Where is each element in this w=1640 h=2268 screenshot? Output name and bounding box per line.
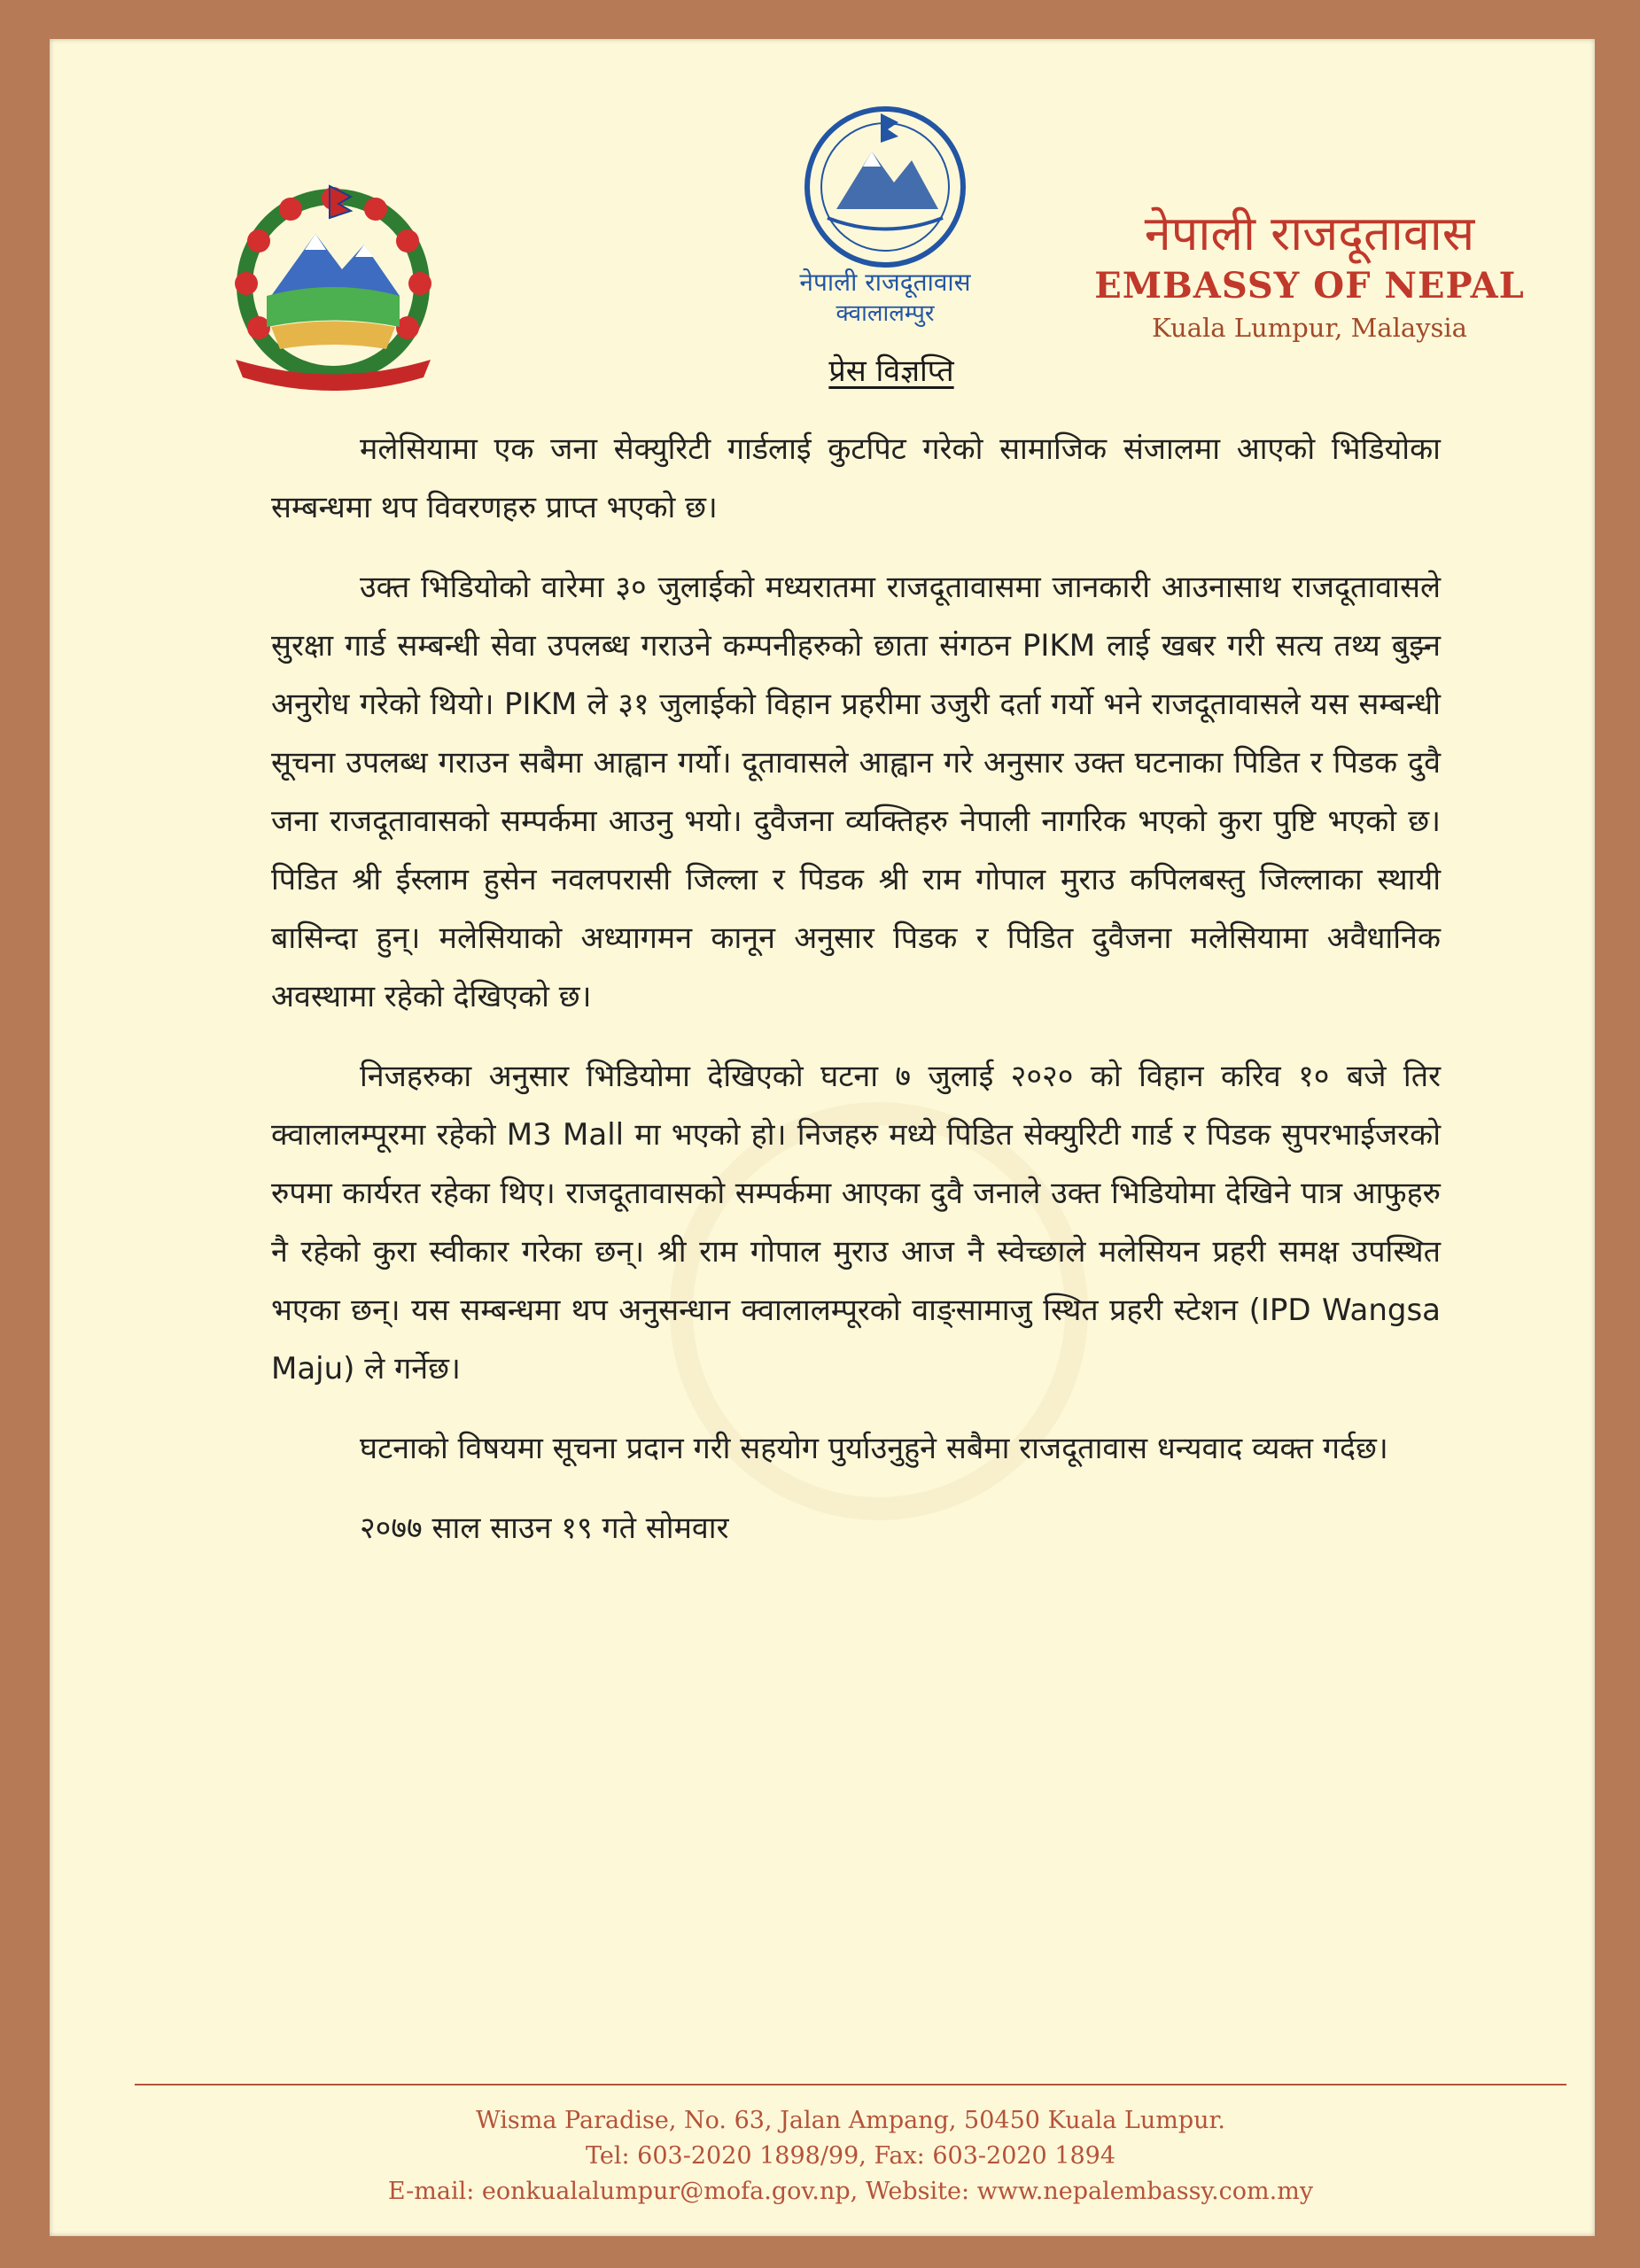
letter-page (50, 39, 1595, 2236)
embassy-seal-icon (774, 94, 996, 333)
letter-date: २०७७ साल साउन १९ गते सोमवार (360, 1511, 729, 1546)
footer-email-website: E-mail: eonkualalumpur@mofa.gov.np, Website: www.nepalembassy.com.my (387, 2178, 1314, 2205)
footer (135, 2103, 1566, 2210)
letter-body (271, 420, 1441, 1557)
paragraph-4: घटनाको विषयमा सूचना प्रदान गरी सहयोग पुर्याउनुहुने सबैमा राजदूतावास धन्यवाद व्यक्त गर्दछ। (360, 1431, 1388, 1466)
footer-divider (135, 2084, 1566, 2085)
embassy-name-nepali: नेपाली राजदूतावास (1144, 206, 1475, 261)
nepal-coat-of-arms-icon (218, 172, 448, 402)
seal-text-2: क्वालालम्पुर (836, 300, 935, 327)
paragraph-2: उक्त भिडियोको वारेमा ३० जुलाईको मध्यरातमा राजदूतावासमा जानकारी आउनासाथ राजदूतावासले सुरक्षा गार्ड सम्बन्धी सेवा उपलब्ध गराउने कम्पनीहरुको छाता संगठन PIKM लाई खबर गरी सत्य तथ्य बुझ्न अनुरोध गरेको थियो। PIKM ले ३१ जुलाईको विहान प्रहरीमा उजुरी दर्ता गर्यो भने राजदूतावासले यस सम्बन्धी सूचना उपलब्ध गराउन सबैमा आह्वान गर्यो। दूतावासले आह्वान गरे अनुसार उक्त घटनाका पिडित र पिडक दुवै जना राजदूतावासको सम्पर्कमा आउनु भयो। दुवैजना व्यक्तिहरु नेपाली नागरिक भएको कुरा पुष्टि भएको छ। पिडित श्री ईस्लाम हुसेन नवलपरासी जिल्ला र पिडक श्री राम गोपाल मुराउ कपिलबस्तु जिल्लाका स्थायी बासिन्दा हुन्। मलेसियाको अध्यागमन कानून अनुसार पिडक र पिडित दुवैजना मलेसियामा अवैधानिक अवस्थामा रहेको देखिएको छ। (271, 570, 1442, 1014)
embassy-city: Kuala Lumpur, Malaysia (1152, 313, 1467, 343)
paragraph-1: मलेसियामा एक जना सेक्युरिटी गार्डलाई कुटपिट गरेको सामाजिक संजालमा आएको भिडियोका सम्बन्धमा थप विवरणहरु प्राप्त भएको छ। (271, 431, 1441, 525)
seal-text-1: नेपाली राजदूतावास (799, 268, 971, 297)
press-release-title: प्रेस विज्ञप्ति (828, 353, 954, 389)
footer-address: Wisma Paradise, No. 63, Jalan Ampang, 50450 Kuala Lumpur. (475, 2107, 1226, 2134)
footer-phone-fax: Tel: 603-2020 1898/99, Fax: 603-2020 1894 (585, 2142, 1116, 2170)
embassy-header (1079, 206, 1540, 346)
paragraph-3: निजहरुका अनुसार भिडियोमा देखिएको घटना ७ जुलाई २०२० को विहान करिव १० बजे तिर क्वालालम्पूरमा रहेको M3 Mall मा भएको हो। निजहरु मध्ये पिडित सेक्युरिटी गार्ड र पिडक सुपरभाईजरको रुपमा कार्यरत रहेका थिए। राजदूतावासको सम्पर्कमा आएका दुवै जनाले उक्त भिडियोमा देखिने पात्र आफुहरु नै रहेको कुरा स्वीकार गरेका छन्। श्री राम गोपाल मुराउ आज नै स्वेच्छाले मलेसियन प्रहरी समक्ष उपस्थित भएका छन्। यस सम्बन्धमा थप अनुसन्धान क्वालालम्पूरको वाङ्सामाजु स्थित प्रहरी स्टेशन (IPD Wangsa Maju) ले गर्नेछ। (271, 1059, 1441, 1386)
embassy-name-english: EMBASSY OF NEPAL (1094, 265, 1525, 307)
